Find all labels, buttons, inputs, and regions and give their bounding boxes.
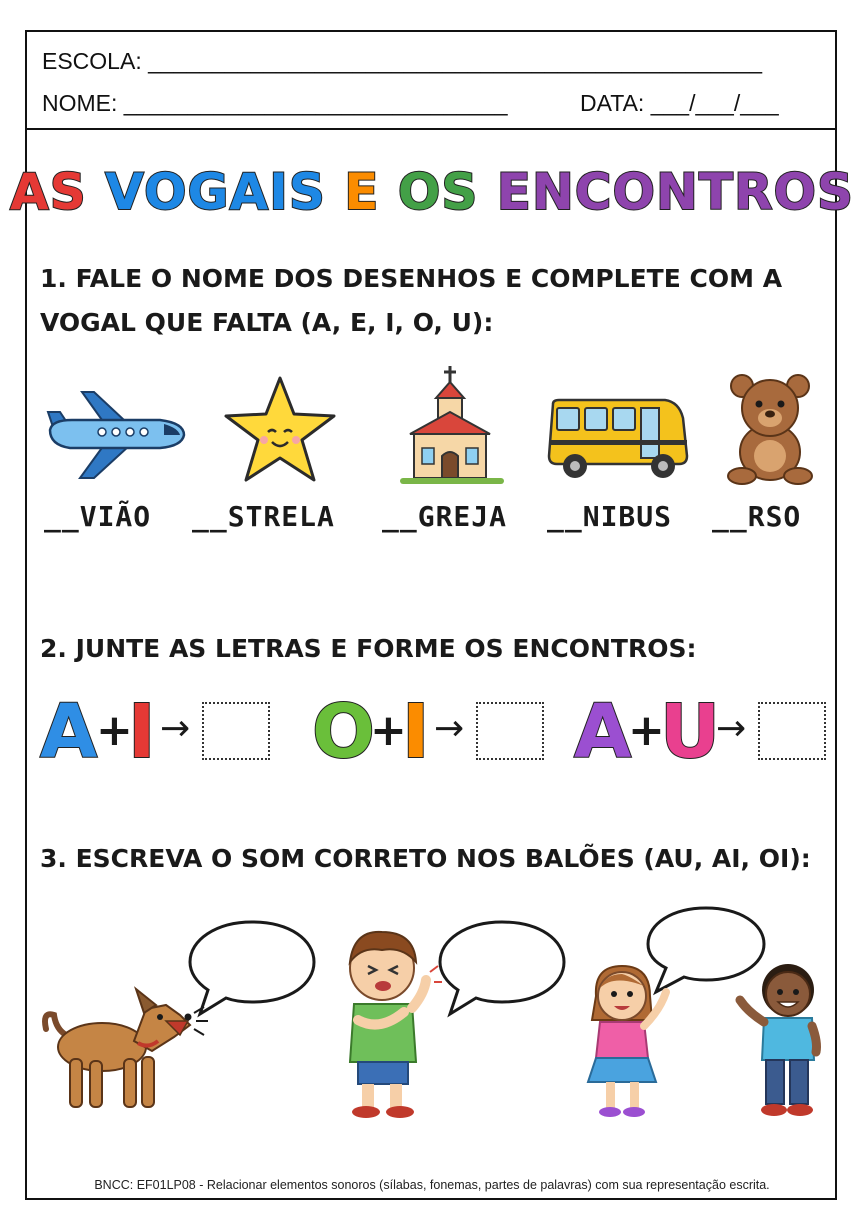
pair-3-plus: + — [628, 705, 665, 756]
date-field[interactable]: DATA: ___/___/___ — [580, 90, 779, 116]
pair-1-plus: + — [96, 705, 133, 756]
pair-2-first-letter: O — [312, 689, 375, 775]
star-icon — [222, 374, 338, 486]
word-igreja[interactable]: __GREJA — [382, 500, 508, 533]
pair-2-plus: + — [370, 705, 407, 756]
hurt-boy-icon — [328, 924, 446, 1120]
pair-3-answer-box[interactable] — [758, 702, 826, 760]
question-2: 2. JUNTE AS LETRAS E FORME OS ENCONTROS: — [40, 634, 697, 663]
pair-2-arrow: → — [434, 708, 465, 749]
pair-1-first-letter: A — [40, 689, 98, 775]
pair-1-answer-box[interactable] — [202, 702, 270, 760]
church-icon — [400, 364, 508, 486]
title-word-5: ENCONTROS — [496, 163, 854, 221]
barking-dog-icon — [40, 985, 212, 1117]
pair-1-arrow: → — [160, 708, 191, 749]
speech-balloon-2[interactable] — [436, 918, 568, 1018]
school-bus-icon — [545, 398, 691, 482]
word-estrela[interactable]: __STRELA — [192, 500, 335, 533]
airplane-icon — [42, 390, 187, 480]
title-word-3: E — [344, 163, 380, 221]
page-title — [0, 163, 864, 221]
pair-2-second-letter: I — [402, 689, 430, 775]
footer-bncc: BNCC: EF01LP08 - Relacionar elementos sonoros (sílabas, fonemas, partes de palavras) com sua representação escrita. — [94, 1178, 770, 1192]
teddy-bear-icon — [726, 372, 814, 484]
pair-2-answer-box[interactable] — [476, 702, 544, 760]
title-word-1: AS — [10, 163, 87, 221]
pair-1-second-letter: I — [128, 689, 156, 775]
waving-girl-icon — [578, 962, 678, 1120]
word-onibus[interactable]: __NIBUS — [547, 500, 673, 533]
word-urso[interactable]: __RSO — [712, 500, 802, 533]
title-word-4: OS — [397, 163, 479, 221]
name-field[interactable]: NOME: ______________________________ — [42, 90, 508, 116]
waving-boy-icon — [732, 956, 832, 1120]
pair-3-arrow: → — [716, 708, 747, 749]
word-aviao[interactable]: __VIÃO — [44, 500, 152, 533]
question-1-line-2: VOGAL QUE FALTA (A, E, I, O, U): — [40, 308, 494, 337]
pair-3-first-letter: A — [574, 689, 632, 775]
pair-3-second-letter: U — [660, 689, 721, 775]
school-field[interactable]: ESCOLA: ________________________________________________ — [42, 48, 763, 74]
question-1-line-1: 1. FALE O NOME DOS DESENHOS E COMPLETE COM A — [40, 264, 783, 293]
title-word-2: VOGAIS — [105, 163, 326, 221]
question-3: 3. ESCREVA O SOM CORRETO NOS BALÕES (AU, AI, OI): — [40, 844, 811, 873]
